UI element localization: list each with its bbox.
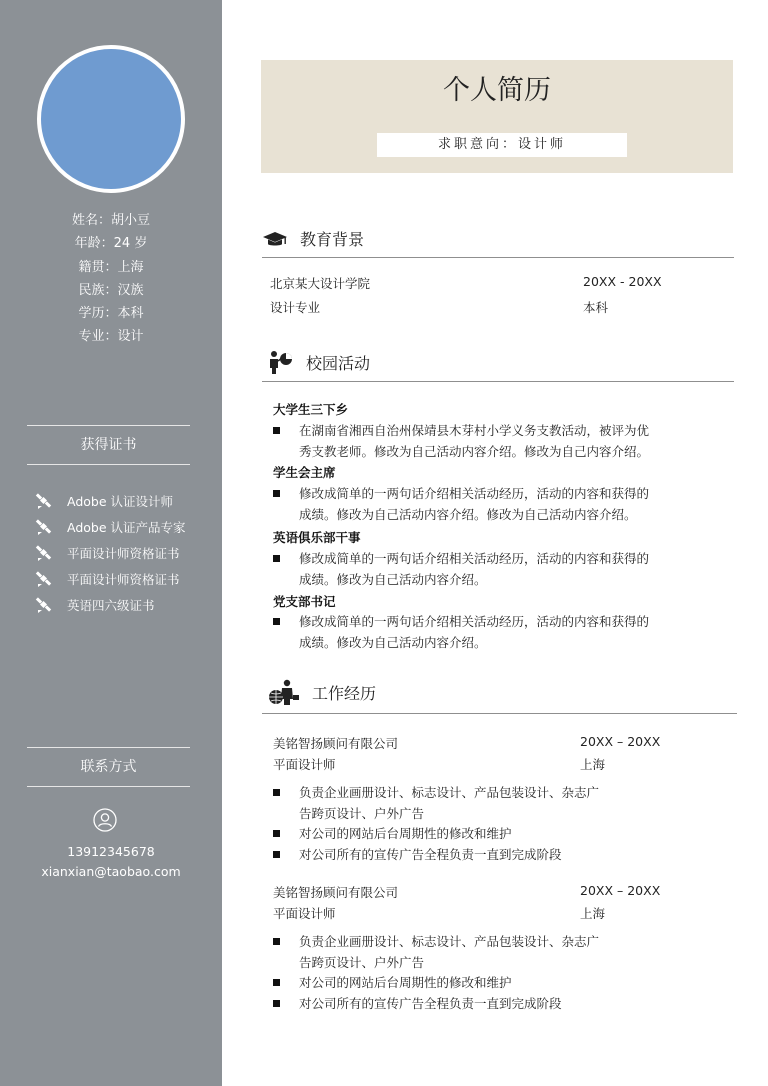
job-position: 平面设计师 bbox=[273, 906, 336, 921]
job-duty: 对公司所有的宣传广告全程负责一直到完成阶段 bbox=[273, 993, 562, 1014]
job-intent: 求职意向：设计师 bbox=[377, 133, 627, 157]
certificates-title: 获得证书 bbox=[27, 425, 190, 465]
certificate-label: 平面设计师资格证书 bbox=[67, 572, 180, 587]
company-name: 美铭智扬顾问有限公司 bbox=[273, 736, 399, 751]
job-period: 20XX – 20XX bbox=[580, 883, 661, 898]
header-band bbox=[261, 60, 733, 173]
activity-role: 学生会主席 bbox=[273, 465, 336, 480]
satellite-icon bbox=[35, 544, 53, 562]
user-icon bbox=[93, 808, 117, 832]
divider bbox=[262, 381, 734, 382]
contact-title: 联系方式 bbox=[27, 747, 190, 787]
profile-name: 姓名：胡小豆 bbox=[71, 213, 150, 228]
education-period: 20XX - 20XX bbox=[583, 274, 662, 289]
satellite-icon bbox=[35, 518, 53, 536]
activity-role: 大学生三下乡 bbox=[273, 402, 349, 417]
job-city: 上海 bbox=[580, 906, 606, 921]
profile-info bbox=[0, 209, 222, 349]
activity-desc: 修改成简单的一两句话介绍相关活动经历，活动的内容和获得的 成绩。修改为自己活动内容介绍。 bbox=[273, 548, 649, 590]
education-major: 设计专业 bbox=[270, 300, 321, 315]
profile-ethnicity: 民族：汉族 bbox=[78, 282, 144, 298]
education-degree: 本科 bbox=[583, 300, 609, 315]
profile-education: 学历：本科 bbox=[78, 306, 144, 322]
certificate-item bbox=[35, 566, 180, 592]
graduation-cap-icon bbox=[262, 229, 288, 249]
work-title: 工作经历 bbox=[312, 683, 377, 703]
job-position: 平面设计师 bbox=[273, 757, 336, 772]
job-duty: 负责企业画册设计、标志设计、产品包装设计、杂志广 告跨页设计、户外广告 bbox=[273, 782, 599, 824]
certificate-item bbox=[35, 540, 180, 566]
education-title: 教育背景 bbox=[300, 230, 365, 249]
work-section-title bbox=[268, 679, 376, 705]
profile-age: 年龄：24 岁 bbox=[74, 236, 148, 252]
satellite-icon bbox=[35, 570, 53, 588]
activity-desc: 修改成简单的一两句话介绍相关活动经历，活动的内容和获得的 成绩。修改为自己活动内容介绍。修改为自己活动内容介绍。 bbox=[273, 483, 649, 525]
certificate-item bbox=[35, 488, 173, 514]
school-name: 北京某大设计学院 bbox=[270, 276, 371, 291]
presenter-icon bbox=[268, 350, 294, 374]
certificate-label: Adobe 认证产品专家 bbox=[67, 520, 186, 535]
businessman-globe-icon bbox=[268, 679, 300, 705]
job-duty: 对公司的网站后台周期性的修改和维护 bbox=[273, 972, 512, 993]
job-duty: 对公司所有的宣传广告全程负责一直到完成阶段 bbox=[273, 844, 562, 865]
activity-desc: 在湖南省湘西自治州保靖县木芽村小学义务支教活动，被评为优 秀支教老师。修改为自己活动内容介绍。修改为自己内容介绍。 bbox=[273, 420, 649, 462]
profile-major: 专业：设计 bbox=[78, 329, 144, 345]
certificate-label: 平面设计师资格证书 bbox=[67, 546, 180, 561]
activity-role: 党支部书记 bbox=[273, 594, 336, 609]
activity-desc: 修改成简单的一两句话介绍相关活动经历，活动的内容和获得的 成绩。修改为自己活动内容介绍。 bbox=[273, 611, 649, 653]
divider bbox=[262, 257, 734, 258]
job-duty: 对公司的网站后台周期性的修改和维护 bbox=[273, 823, 512, 844]
certificate-item bbox=[35, 514, 186, 540]
satellite-icon bbox=[35, 492, 53, 510]
certificate-label: 英语四六级证书 bbox=[67, 598, 155, 613]
campus-title: 校园活动 bbox=[306, 353, 371, 373]
company-name: 美铭智扬顾问有限公司 bbox=[273, 885, 399, 900]
sidebar bbox=[0, 0, 222, 1086]
education-section-title bbox=[262, 227, 364, 250]
satellite-icon bbox=[35, 596, 53, 614]
profile-origin: 籍贯：上海 bbox=[78, 259, 144, 275]
certificate-label: Adobe 认证设计师 bbox=[67, 494, 174, 509]
contact-phone: 13912345678 bbox=[67, 844, 155, 859]
divider bbox=[262, 713, 737, 714]
job-city: 上海 bbox=[580, 757, 606, 772]
certificate-item bbox=[35, 592, 155, 618]
activity-role: 英语俱乐部干事 bbox=[273, 530, 361, 545]
job-period: 20XX – 20XX bbox=[580, 734, 661, 749]
campus-section-title bbox=[268, 350, 370, 374]
page-title: 个人简历 bbox=[443, 75, 551, 106]
job-duty: 负责企业画册设计、标志设计、产品包装设计、杂志广 告跨页设计、户外广告 bbox=[273, 931, 599, 973]
contact-email: xianxian@taobao.com bbox=[41, 864, 181, 879]
avatar bbox=[37, 45, 185, 193]
